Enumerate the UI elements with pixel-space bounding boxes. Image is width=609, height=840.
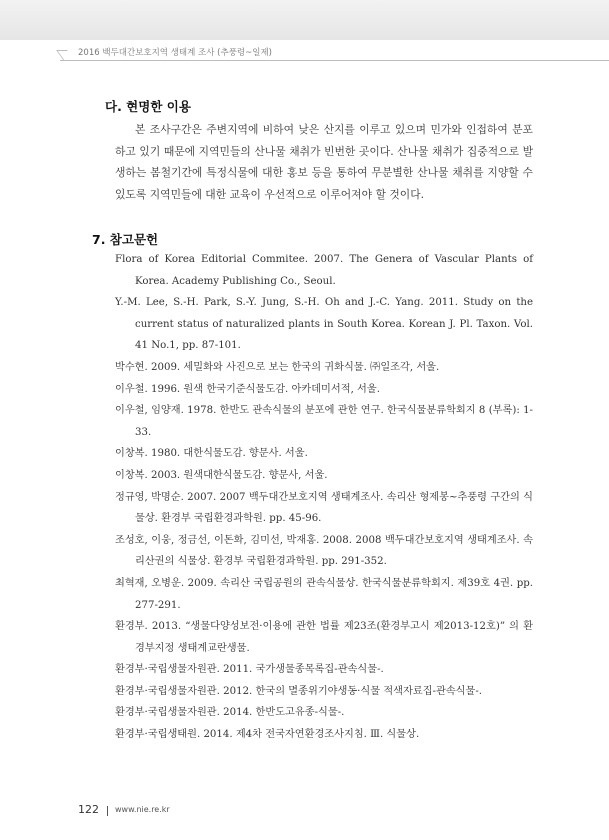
reference-item: 환경부·국립생태원. 2014. 제4차 전국자연환경조사지침. Ⅲ. 식물상. — [115, 729, 420, 741]
header-rule — [60, 60, 609, 61]
footer-divider — [107, 806, 108, 816]
reference-item: 정규영, 박명순. 2007. 2007 백두대간보호지역 생태계조사. 속리산 형제봉~추풍령 구간의 식물상. 환경부 국립환경과학원. pp. 45-96. — [115, 491, 533, 525]
footer-url: www.nie.re.kr — [115, 805, 170, 814]
wise-use-body: 본 조사구간은 주변지역에 비하여 낮은 산지를 이루고 있으며 민가와 인접하여 분포하고 있기 때문에 지역민들의 산나물 채취가 빈번한 곳이다. 산나물 채취가 집중적으로 발생하는 봄철기간에 특정식물에 대한 홍보 등을 통하여 무분별한 산나물 채취를 지양할 수 있도록 지역민들에 대한 교육이 우선적으로 이루어져야 할 것이다. — [115, 123, 533, 201]
reference-item: 이창복. 1980. 대한식물도감. 향문사. 서울. — [115, 448, 308, 460]
reference-item: 환경부·국립생물자원관. 2011. 국가생물종목록집-관속식물-. — [115, 664, 384, 676]
reference-item: 이우철, 임양재. 1978. 한반도 관속식물의 분포에 관한 연구. 한국식물분류학회지 8 (부록): 1-33. — [115, 405, 533, 438]
reference-item: 환경부·국립생물자원관. 2012. 한국의 멸종위기야생동·식물 적색자료집-관속식물-. — [115, 685, 483, 697]
reference-item: 환경부. 2013. “생물다양성보전·이용에 관한 법률 제23조(환경부고시 제2013-12호)” 의 환경부지정 생태계교란생물. — [115, 621, 533, 654]
reference-item: 이창복. 2003. 원색대한식물도감. 향문사, 서울. — [115, 469, 328, 481]
running-header — [0, 0, 609, 60]
reference-list — [115, 249, 533, 746]
reference-item: 최혁재, 오병운. 2009. 속리산 국립공원의 관속식물상. 한국식물분류학회지. 제39호 4권. pp. 277-291. — [115, 577, 533, 611]
wise-use-paragraph — [115, 119, 533, 205]
section-title-wise-use: 다. 현명한 이용 — [105, 99, 191, 114]
reference-item: Flora of Korea Editorial Commitee. 2007. The Genera of Vascular Plants of Korea. Academy Publishing Co., Seoul. — [115, 254, 533, 287]
reference-item: 이우철. 1996. 원색 한국기준식물도감. 아카데미서적, 서울. — [115, 383, 380, 395]
running-title: 2016 백두대간보호지역 생태계 조사 (추풍령~일제) — [78, 48, 272, 58]
header-band — [0, 0, 609, 40]
reference-item: 박수현. 2009. 세밀화와 사진으로 보는 한국의 귀화식물. ㈜일조각, 서울. — [115, 361, 440, 373]
section-title-references: 7. 참고문헌 — [92, 232, 159, 247]
reference-item: Y.-M. Lee, S.-H. Park, S.-Y. Jung, S.-H. Oh and J.-C. Yang. 2011. Study on the current status of naturalized plants in South Korea. Korean J. Pl. Taxon. Vol. 41 No.1, pp. 87-101. — [115, 297, 533, 352]
reference-item: 조성호, 이웅, 정금선, 이돈화, 김미선, 박재홍. 2008. 2008 백두대간보호지역 생태계조사. 속리산권의 식물상. 환경부 국립환경과학원. pp. 291-352. — [115, 534, 533, 568]
reference-item: 환경부·국립생물자원관. 2014. 한반도고유종-식물-. — [115, 707, 345, 719]
page-number: 122 — [78, 803, 99, 816]
